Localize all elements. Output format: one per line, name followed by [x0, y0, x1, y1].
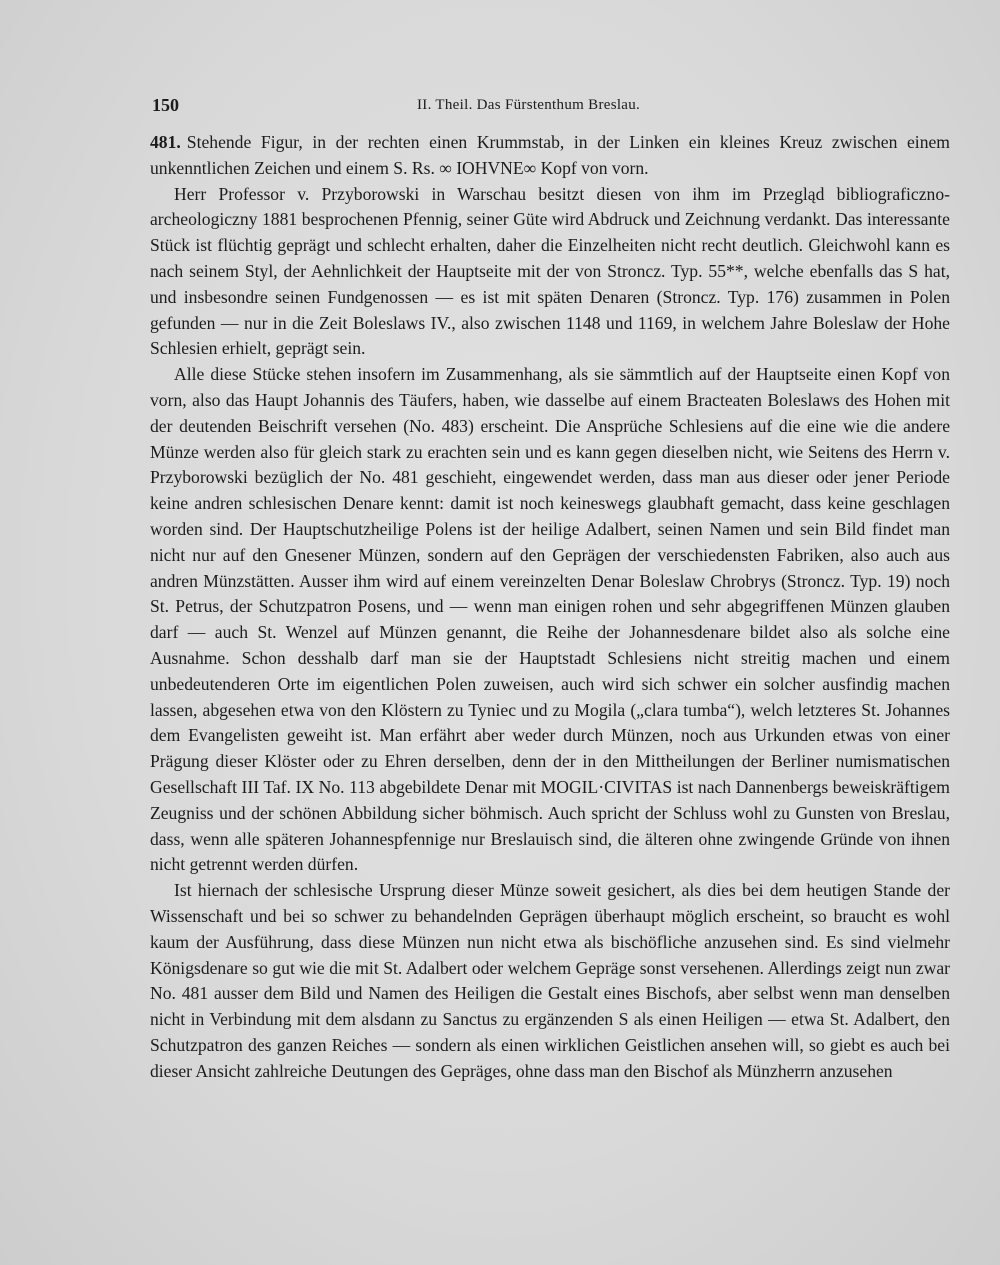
running-head: II. Theil. Das Fürstenthum Breslau. [417, 97, 641, 113]
paragraph: Ist hiernach der schlesische Ursprung dieser Münze soweit gesichert, als dies bei dem heutigen Stande der Wissenschaft und bei so schwer zu behandelnden Geprägen überhaupt möglich erscheint, so braucht es wohl kaum der Ausführung, dass diese Münzen nun nicht etwa als bischöfliche anzusehen sind. Es sind vielmehr Königsdenare so gut wie die mit St. Adalbert oder welchem Gepräge sonst versehenen. Allerdings zeigt nun zwar No. 481 ausser dem Bild und Namen des Heiligen die Gestalt eines Bischofs, aber selbst wenn man denselben nicht in Verbindung mit dem alsdann zu Sanctus zu ergänzenden S als einen Heiligen — etwa St. Adalbert, den Schutzpatron des ganzen Reiches — sondern als einen wirklichen Geistlichen ansehen will, so giebt es auch bei dieser Ansicht zahlreiche Deutungen des Gepräges, ohne dass man den Bischof als Münzherrn anzusehen [150, 880, 950, 1081]
entry-text: Stehende Figur, in der rechten einen Krummstab, in der Linken ein kleines Kreuz zwischen einem unkenntlichen Zeichen und einem S. Rs. ∞ IOHVNE∞ Kopf von vorn. [150, 132, 950, 178]
entry-number: 481. [150, 132, 181, 152]
paragraph: Herr Professor v. Przyborowski in Warschau besitzt diesen von ihm im Przegląd bibliograficzno-archeologiczny 1881 besprochenen Pfennig, seiner Güte wird Abdruck und Zeichnung verdankt. Das interessante Stück ist flüchtig geprägt und schlecht erhalten, daher die Einzelheiten nicht recht deutlich. Gleichwohl kann es nach seinem Styl, der Aehnlichkeit der Hauptseite mit der von Stroncz. Typ. 55**, welche ebenfalls das S hat, und insbesondre seinen Fundgenossen — es ist mit späten Denaren (Stroncz. Typ. 176) zusammen in Polen gefunden — nur in die Zeit Boleslaws IV., also zwischen 1148 und 1169, in welchem Jahre Boleslaw der Hohe Schlesien erhielt, geprägt sein. [150, 183, 950, 359]
text-body [150, 130, 950, 1084]
paragraph: Alle diese Stücke stehen insofern im Zusammenhang, als sie sämmtlich auf der Hauptseite einen Kopf von vorn, also das Haupt Johannis des Täufers, haben, wie dasselbe auf einem Bracteaten Boleslaws des Hohen mit der deutenden Beischrift versehen (No. 483) erscheint. Die Ansprüche Schlesiens auf die eine wie die andere Münze werden also für gleich stark zu erachten sein und es kann gegen dieselben nicht, wie Seitens des Herrn v. Przyborowski bezüglich der No. 481 geschieht, eingewendet werden, dass man aus dieser oder jener Periode keine andren schlesischen Denare kennt: damit ist noch keineswegs glaubhaft gemacht, dass keine geschlagen worden sind. Der Hauptschutzheilige Polens ist der heilige Adalbert, seinen Namen und sein Bild findet man nicht nur auf den Gnesener Münzen, sondern auf den Geprägen der verschiedensten Fabriken, also auch aus andren Münzstätten. Ausser ihm wird auf einem vereinzelten Denar Boleslaw Chrobrys (Stroncz. Typ. 19) noch St. Petrus, der Schutzpatron Posens, und — wenn man einigen rohen und sehr abgegriffenen Münzen glauben darf — auch St. Wenzel auf Münzen genannt, die Reihe der Johannesdenare bildet also als solche eine Ausnahme. Schon desshalb darf man sie der Hauptstadt Schlesiens nicht streitig machen und einem unbedeutenderen Orte im eigentlichen Polen zuweisen, auch wird sich schwer ein solcher ausfindig machen lassen, abgesehen etwa von den Klöstern zu Tyniec und zu Mogila („clara tumba“), welch letzteres St. Johannes dem Evangelisten geweiht ist. Man erfährt aber weder durch Münzen, noch aus Urkunden etwas von einer Prägung dieser Klöster oder zu Ehren derselben, denn der in den Mittheilungen der Berliner numismatischen Gesellschaft III Taf. IX No. 113 abgebildete Denar mit MOGIL·CIVITAS ist nach Dannenbergs beweiskräftigem Zeugniss und der schönen Abbildung sicher böhmisch. Auch spricht der Schluss wohl zu Gunsten von Breslau, dass, wenn alle späteren Johannespfennige nur Breslauisch sind, die älteren ohne zwingende Gründe von ihnen nicht getrennt werden dürfen. [150, 364, 950, 875]
page-number: 150 [152, 95, 179, 115]
page-header [152, 95, 952, 119]
entry-481 [150, 130, 950, 182]
